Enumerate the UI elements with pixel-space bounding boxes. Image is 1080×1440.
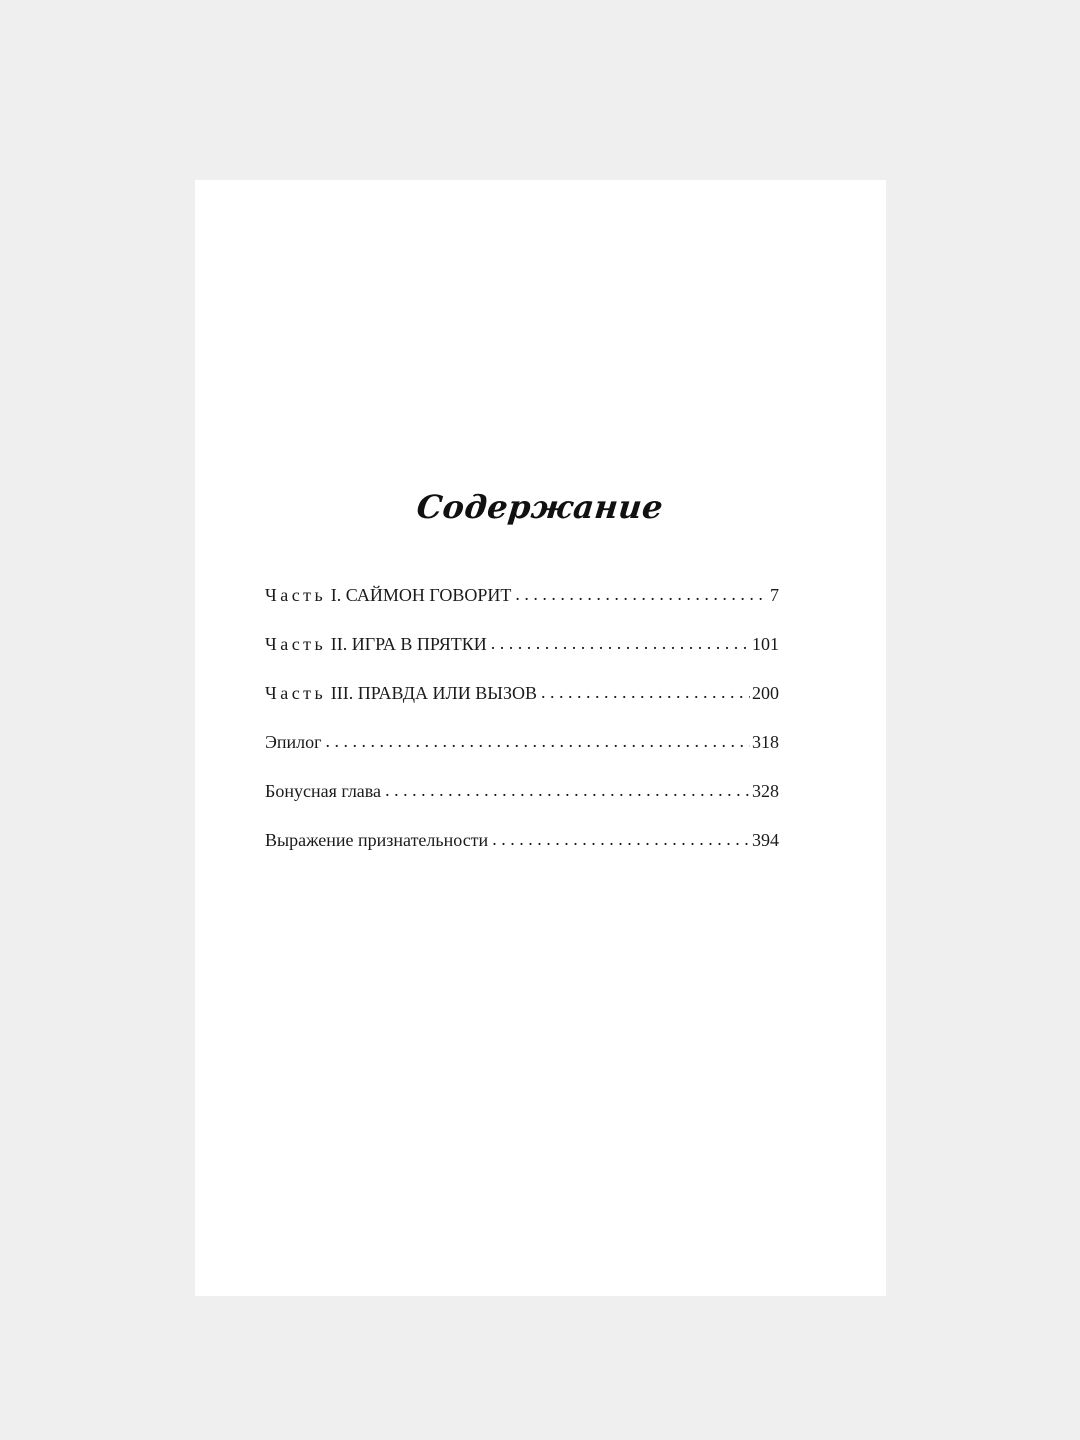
toc-page-number: 7 bbox=[770, 585, 779, 605]
table-of-contents bbox=[265, 581, 779, 875]
toc-entry-title: I. САЙМОН ГОВОРИТ bbox=[326, 585, 512, 605]
toc-page-number: 318 bbox=[752, 732, 779, 752]
part-word: Часть bbox=[265, 683, 327, 703]
dot-leader bbox=[385, 776, 750, 804]
toc-entry-acknowledgements[interactable] bbox=[265, 826, 779, 875]
toc-entry-part-2[interactable] bbox=[265, 630, 779, 679]
toc-entry-label bbox=[265, 679, 541, 707]
toc-page-number: 101 bbox=[752, 634, 779, 654]
book-page bbox=[195, 180, 886, 1296]
toc-entry-label bbox=[265, 630, 491, 658]
toc-entry-title: Бонусная глава bbox=[265, 781, 382, 801]
part-word: Часть bbox=[265, 634, 327, 654]
toc-page-number: 328 bbox=[752, 781, 779, 801]
toc-entry-title: II. ИГРА В ПРЯТКИ bbox=[326, 634, 487, 654]
dot-leader bbox=[491, 629, 750, 657]
toc-page-number: 394 bbox=[752, 830, 779, 850]
toc-page-number: 200 bbox=[752, 683, 779, 703]
toc-entry-label bbox=[265, 581, 515, 609]
toc-entry-epilogue[interactable] bbox=[265, 728, 779, 777]
toc-entry-title: Выражение признательности bbox=[265, 830, 489, 850]
toc-entry-title: III. ПРАВДА ИЛИ ВЫЗОВ bbox=[326, 683, 537, 703]
toc-entry-part-3[interactable] bbox=[265, 679, 779, 728]
toc-entry-bonus-chapter[interactable] bbox=[265, 777, 779, 826]
toc-entry-title: Эпилог bbox=[265, 732, 322, 752]
dot-leader bbox=[326, 727, 750, 755]
page-title: Содержание bbox=[414, 488, 666, 526]
dot-leader bbox=[515, 580, 768, 608]
dot-leader bbox=[541, 678, 750, 706]
part-word: Часть bbox=[265, 585, 327, 605]
toc-entry-part-1[interactable] bbox=[265, 581, 779, 630]
dot-leader bbox=[492, 825, 750, 853]
